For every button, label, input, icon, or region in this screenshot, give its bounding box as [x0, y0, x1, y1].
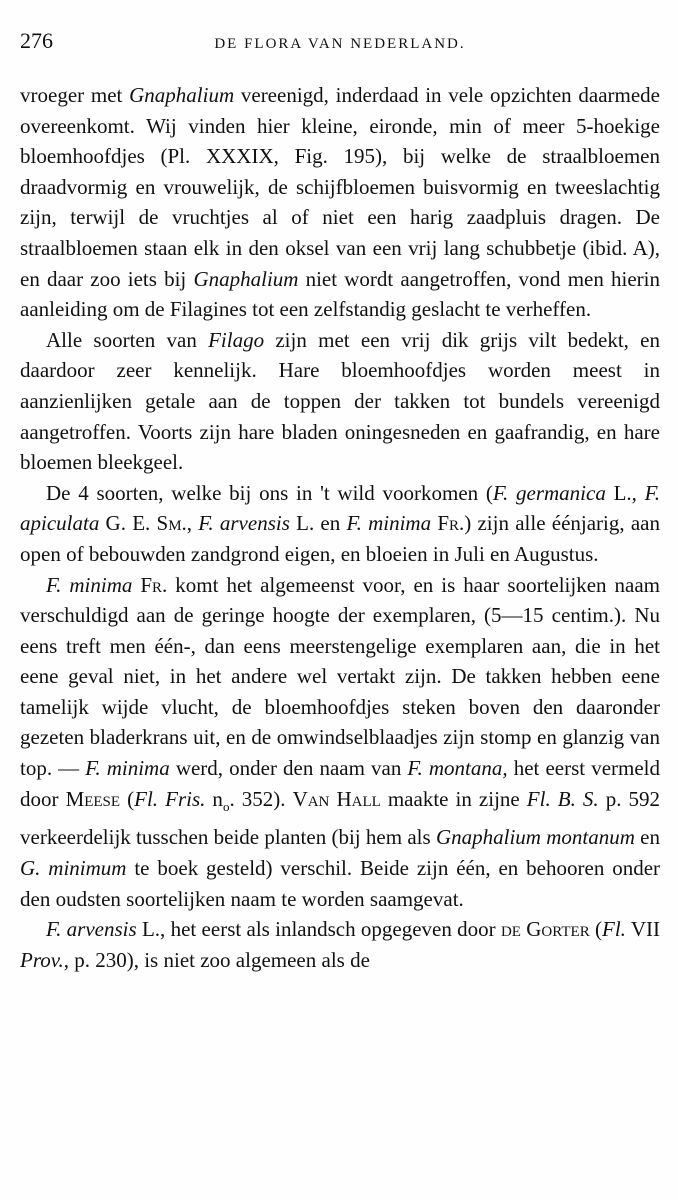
work-title: Fl. Fris.: [134, 786, 206, 811]
taxon-name: F. minima: [346, 511, 432, 536]
work-title: Fl. B. S.: [526, 786, 599, 811]
author-abbrev: Fr.: [437, 511, 465, 536]
work-title: Prov.: [20, 947, 64, 972]
text-run: L.,: [605, 480, 645, 505]
text-run: (: [589, 917, 602, 942]
text-run: en: [634, 825, 661, 850]
taxon-name: F. minima: [85, 756, 170, 781]
taxon-name: F. arvensis: [198, 511, 290, 536]
paragraph-2: [20, 325, 660, 478]
text-run: vroeger met: [20, 83, 130, 107]
text-run: . 352).: [229, 786, 293, 811]
text-run: o: [222, 798, 230, 814]
text-run: maakte in zijne: [380, 786, 527, 811]
paragraph-5: [20, 914, 660, 975]
page-number: 276: [20, 28, 53, 53]
text-run: ,: [186, 511, 199, 536]
paragraph-3: [20, 478, 660, 570]
text-run: vereenigd, inderdaad in vele opzichten daarmede overeenkomt. Wij vinden hier kleine, eironde, min of meer 5-hoekige bloemhoofdjes (Pl. XXXIX, Fig. 195), bij welke de straalbloemen draadvormig en vrouwelijk, de schijfbloemen buisvormig en tweeslachtig zijn, terwijl de vruchtjes al of niet een harig zaadpluis dragen. De straalbloemen staan elk in den oksel van een vrij lang schubbetje (ibid. A), en daar zoo iets bij: [20, 83, 660, 291]
author-name: Meese: [65, 786, 121, 811]
work-title: Fl.: [602, 917, 626, 942]
text-run: (: [120, 786, 135, 811]
text-run: werd, onder den naam van: [169, 756, 408, 781]
text-run: L., het eerst als inlandsch opgegeven door: [136, 917, 501, 942]
text-run: G. E.: [99, 511, 157, 536]
taxon-name: F. minima: [46, 572, 133, 597]
text-run: n: [205, 786, 223, 811]
paragraph-4: [20, 570, 660, 915]
text-run: De 4 soorten, welke bij ons in 't wild voorkomen (: [46, 480, 493, 505]
author-abbrev: Fr.: [140, 572, 168, 597]
paragraph-1: [20, 80, 660, 325]
author-abbrev: Sm.: [156, 511, 187, 536]
text-run: p. 592 verkeerdelijk tusschen beide planten (bij hem als: [20, 786, 661, 850]
text-run: Alle soorten van: [46, 327, 209, 352]
taxon-name: Gnaphalium: [193, 266, 299, 291]
author-name: de Gorter: [500, 917, 590, 942]
taxon-name: F. montana,: [407, 756, 508, 781]
taxon-name: Filago: [208, 327, 265, 352]
text-run: te boek gesteld) verschil. Beide zijn één, en behooren onder den oudsten soortelijken naam te worden saamgevat.: [20, 856, 661, 911]
taxon-name: G. minimum: [20, 856, 127, 881]
taxon-name: Gnaphalium: [129, 83, 235, 107]
text-run: zijn met een vrij dik grijs vilt bedekt, en daardoor zeer kennelijk. Hare bloemhoofdjes worden meest in aanzienlijken getale aan de toppen der takken tot bundels vereenigd aangetroffen. Voorts zijn hare bladen oningesneden en gaafrandig, en hare bloemen bleekgeel.: [20, 327, 660, 475]
taxon-name: F. arvensis: [46, 917, 137, 942]
text-run: VII: [625, 917, 660, 942]
text-run: , p. 230), is niet zoo algemeen als de: [63, 947, 370, 972]
taxon-name: F. germanica: [492, 480, 606, 505]
author-name: Van Hall: [292, 786, 381, 811]
running-head: DE FLORA VAN NEDERLAND.: [214, 36, 466, 52]
taxon-name: Gnaphalium montanum: [435, 825, 635, 850]
page-header: [20, 28, 660, 54]
text-run: het eerst vermeld door: [20, 756, 661, 811]
text-run: ) zijn alle éénjarig, aan open of bebouwden zandgrond eigen, en bloeien in Juli en Augustus.: [20, 511, 660, 566]
text-run: komt het algemeenst voor, en is haar soortelijken naam verschuldigd aan de geringe hoogte der exemplaren, (5—15 centim.). Nu eens treft men één-, dan eens meerstengelige exemplaren aan, die in het eene geval niet, in het andere wel vertakt zijn. De takken hebben eene tamelijk wijde vlucht, de bloemhoofdjes steken boven den daaronder gezeten bladerkrans uit, en de omwindselblaadjes zijn stomp en glanzig van top. —: [20, 572, 661, 781]
taxon-name: F. apiculata: [20, 480, 661, 536]
text-run: niet wordt aangetroffen, vond men hierin aanleiding om de Filagines tot een zelfstandig geslacht te verheffen.: [20, 266, 661, 322]
text-run: L. en: [289, 511, 347, 536]
